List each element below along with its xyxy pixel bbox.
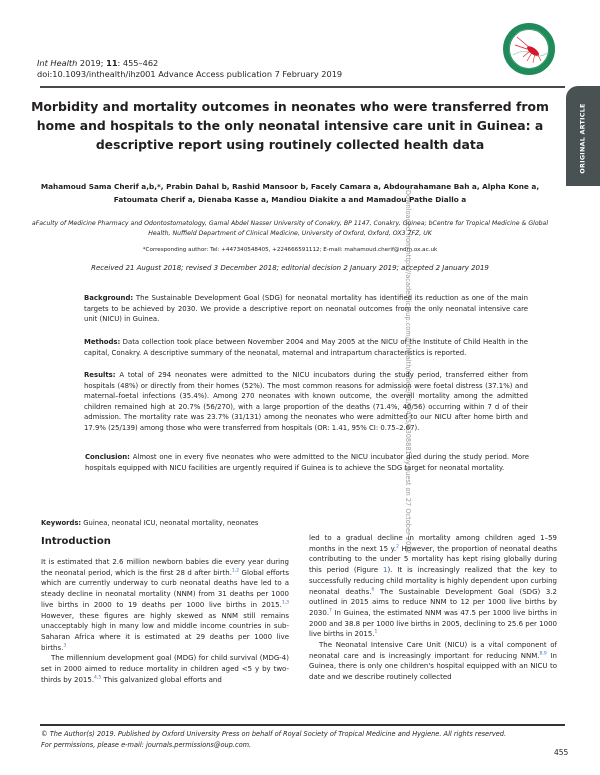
citation-link[interactable]: 2 (396, 544, 399, 550)
permissions-line[interactable]: For permissions, please e-mail: journals.permissions@oup.com. (41, 741, 252, 749)
citation-link[interactable]: 1,2 (231, 568, 240, 574)
doi-line[interactable]: doi:10.1093/inthealth/ihz001 Advance Access publication 7 February 2019 (37, 69, 343, 79)
abstract-results: Results: A total of 294 neonates were admitted to the NICU incubators during the study period, transferred either from hospitals (48%) or directly from their homes (52%). The most common reasons for admission were foetal distress (37.1%) and maternal–foetal infections (35.4%). Among 270 neonates with known outcome, the overall mortality among the admitted children remained high at 20.7% (56/270), with a large proportion of the deaths (71.4%, 40/56) occurring within 7 d of their admission. The mortality rate was 23.7% (31/131) among the neonates who were admitted to our NICU after home birth and 17.9% (25/139) among those who were transferred from hospitals (OR: 1.41, 95% CI: 0.75–2.67). (84, 371, 528, 432)
abstract-background: Background: The Sustainable Development Goal (SDG) for neonatal mortality has identified its reduction as one of the main targets to be achieved by 2030. We provide a descriptive report on neonatal outcomes from the only neonatal intensive care unit (NICU) in Guinea. (84, 294, 528, 324)
author-list: Mahamoud Sama Cherif a,b,*, Prabin Dahal b, Rashid Mansoor b, Facely Camara a, Abdourahamane Bah a, Alpha Kone a, Fatoumata Cherif a, Dienaba Kasse a, Mandiou Diakite a and Mamadou Pathe Diallo a (40, 182, 540, 204)
footer-rule (40, 724, 565, 726)
received-dates: Received 21 August 2018; revised 3 December 2018; editorial decision 2 January 2019; accepted 2 January 2019 (91, 264, 489, 272)
intro-column-right: led to a gradual decline in mortality among children aged 1–59 months in the next 15 y.$^2$ However, the proportion of neonatal deaths contributing to the under 5 mortality has kept rising globally during this period (Figure 1). It is increasingly realized that the key to successfully reducing child mortality is highly dependent upon curbing neonatal deaths.$^6$ The Sustainable Development Goal (SDG) 3.2 outlined in 2015 aims to reduce NNM to 12 per 1000 live births by 2030.$^7$ In Guinea, the estimated NNM was 47.5 per 1000 live births in 2000 and 38.8 per 1000 live births in 2005, declining to 25.6 per 1000 live births in 2015.$^1$ The Neonatal Intensive Care Unit (NICU) is a vital component of neonatal care and is increasingly important for reducing NNM.$^{8,9}$ In Guinea, there is only one children's hospital equipped with an NICU to date and we describe routinely collected (309, 534, 557, 682)
download-notice: Downloaded from https://academic.oup.com/inthealth/article/11/6/455/5308881 by guest on 27 October 2022 (404, 190, 413, 554)
copyright-notice: © The Author(s) 2019. Published by Oxford University Press on behalf of Royal Society of Tropical Medicine and Hygiene. All rights reserved. For permissions, please e-mail: journals.permissions@oup.com. (41, 730, 507, 749)
section-heading-introduction: Introduction (41, 536, 111, 547)
article-type-label: ORIGINAL ARTICLE (579, 103, 587, 174)
citation-link[interactable]: 1,3 (281, 600, 289, 606)
header-rule (40, 86, 565, 88)
royal-society-tropical-medicine-logo-icon (503, 23, 555, 75)
citation-link[interactable]: 8,9 (539, 651, 547, 657)
citation-line: Int Health 2019; 11: 455–462 (37, 58, 159, 68)
citation-link[interactable]: 6 (371, 587, 375, 593)
citation-link[interactable]: 3 (63, 643, 67, 649)
abstract-methods: Methods: Data collection took place between November 2004 and May 2005 at the NICU of the Institute of Child Health in the capital, Conakry. A descriptive summary of the neonatal, maternal and intrapartum characteristics is reported. (84, 338, 528, 357)
journal-name: Int Health (37, 58, 78, 68)
intro-paragraph-2: The millennium development goal (MDG) for child survival (MDG-4) set in 2000 aimed to reduce mortality in children aged <5 y by two-thirds by 2015.$^{4,5}$ This galvanized global efforts and (41, 654, 289, 684)
affiliations: aFaculty of Medicine Pharmacy and Odontostomatology, Gamal Abdel Nasser University of Conakry, BP 1147, Conakry, Guinea; bCentre for Tropical Medicine & Global Health, Nuffield Department of Clinical Medicine, University of Oxford, Oxford, OX3 7FZ, UK (31, 220, 549, 237)
corresponding-author: *Corresponding author: Tel: +447340548405, +224666591112; E-mail: mahamoud.cherif@ndm.ox.ac.uk (142, 247, 438, 253)
citation-link[interactable]: 7 (329, 608, 332, 614)
keywords: Keywords: Guinea, neonatal ICU, neonatal mortality, neonates (41, 519, 259, 527)
citation-link[interactable]: 1 (374, 630, 378, 635)
page-number: 455 (554, 748, 569, 757)
figure-link[interactable]: 1 (382, 566, 388, 575)
volume: 11 (106, 58, 118, 68)
intro-paragraph-3: The Neonatal Intensive Care Unit (NICU) is a vital component of neonatal care and is increasingly important for reducing NNM.$^{8,9}$ In Guinea, there is only one children's hospital equipped with an NICU to date and we describe routinely collected (309, 641, 557, 682)
article-title: Morbidity and mortality outcomes in neonates who were transferred from home and hospitals to the only neonatal intensive care unit in Guinea: a descriptive report using routinely collected health data (31, 99, 549, 152)
intro-column-left: It is estimated that 2.6 million newborn babies die every year during the neonatal period, which is the first 28 d after birth.$^{1,2}$ Global efforts which are currently underway to curb neonatal deaths have led to a steady decline in neonatal mortality (NNM) from 31 deaths per 1000 live births in 2000 to 19 deaths per 1000 live births in 2015.$^{1,3}$ However, these figures are highly skewed as NNM still remains unacceptably high in many low and middle income countries in sub-Saharan Africa where it is estimated at 29 deaths per 1000 live births.$^3$ The millennium development goal (MDG) for child survival (MDG-4) set in 2000 aimed to reduce mortality in children aged <5 y by two-thirds by 2015.$^{4,5}$ This galvanized global efforts and (41, 558, 289, 684)
abstract-conclusion: Conclusion: Almost one in every five neonates who were admitted to the NICU incubator died during the study period. More hospitals equipped with NICU facilities are urgently required if Guinea is to achieve the SDG target for neonatal mortality. (85, 453, 529, 472)
citation-link[interactable]: 4,5 (94, 675, 102, 681)
